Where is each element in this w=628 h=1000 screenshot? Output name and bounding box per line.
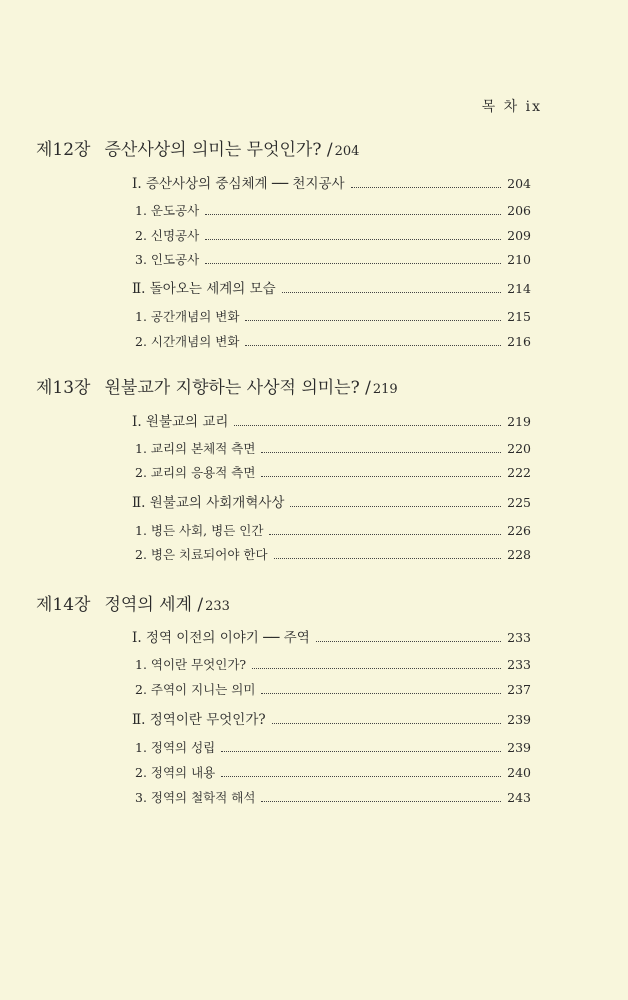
toc-entry — [135, 738, 531, 756]
entry-label: 1. 역이란 무엇인가? — [135, 657, 247, 672]
entry-label: Ⅱ. 정역이란 무엇인가? — [132, 712, 266, 728]
running-header: 목 차 ix — [481, 99, 542, 115]
entry-page: 226 — [507, 523, 531, 538]
chapter-number: 제13장 — [36, 378, 91, 398]
entry-page: 233 — [507, 657, 531, 672]
toc-entry — [135, 226, 531, 244]
entry-label: 3. 정역의 철학적 해석 — [135, 790, 256, 805]
toc-entry — [135, 439, 531, 457]
entry-label: 2. 시간개념의 변화 — [135, 334, 240, 349]
chapter-title: 정역의 세계 ∕ — [104, 595, 204, 615]
toc-entry — [135, 788, 531, 806]
chapter-page: 233 — [205, 599, 230, 614]
entry-label: 2. 교리의 응용적 측면 — [135, 465, 256, 480]
toc-entry — [135, 201, 531, 219]
chapter-12-heading — [36, 135, 359, 160]
chapter-page: 219 — [372, 382, 398, 397]
chapter-13-heading — [36, 373, 398, 398]
toc-entry — [132, 491, 531, 511]
entry-label: 2. 주역이 지니는 의미 — [135, 682, 256, 697]
chapter-title: 원불교가 지향하는 사상적 의미는? ∕ — [104, 378, 371, 398]
toc-entry — [132, 172, 531, 192]
entry-page: 214 — [507, 281, 531, 296]
chapter-page: 204 — [334, 144, 360, 159]
entry-label: 2. 병은 치료되어야 한다 — [135, 547, 268, 562]
entry-label: 3. 인도공사 — [135, 252, 200, 267]
entry-page: 239 — [507, 712, 531, 727]
chapter-number: 제14장 — [36, 595, 91, 615]
chapter-14-heading — [36, 590, 230, 615]
entry-page: 239 — [507, 740, 531, 755]
toc-entry — [135, 680, 531, 698]
entry-label: 1. 교리의 본체적 측면 — [135, 441, 256, 456]
toc-entry — [132, 708, 531, 728]
entry-page: 210 — [507, 252, 531, 267]
toc-entry — [135, 250, 531, 268]
toc-entry — [135, 655, 531, 673]
dot-leader — [261, 476, 501, 477]
toc-entry — [132, 626, 531, 646]
toc-entry — [132, 277, 531, 297]
entry-page: 209 — [507, 228, 531, 243]
dot-leader — [261, 452, 501, 453]
dot-leader — [261, 801, 501, 802]
entry-page: 233 — [507, 630, 531, 645]
entry-label: 2. 정역의 내용 — [135, 765, 216, 780]
entry-label: Ⅱ. 돌아오는 세계의 모습 — [132, 281, 276, 297]
entry-page: 206 — [507, 203, 531, 218]
toc-entry — [135, 521, 531, 539]
dot-leader — [205, 239, 501, 240]
entry-label: Ⅱ. 원불교의 사회개혁사상 — [132, 495, 285, 511]
entry-page: 228 — [507, 547, 531, 562]
dot-leader — [252, 668, 501, 669]
entry-label: Ⅰ. 원불교의 교리 — [132, 414, 229, 430]
entry-page: 204 — [507, 176, 531, 191]
dot-leader — [272, 723, 502, 724]
dot-leader — [261, 693, 501, 694]
dot-leader — [221, 776, 501, 777]
entry-label: Ⅰ. 정역 이전의 이야기 ── 주역 — [132, 630, 310, 646]
entry-label: 1. 공간개념의 변화 — [135, 309, 240, 324]
toc-entry — [135, 763, 531, 781]
chapter-number: 제12장 — [36, 140, 91, 160]
entry-page: 243 — [507, 790, 531, 805]
entry-label: 1. 정역의 성립 — [135, 740, 216, 755]
entry-page: 220 — [507, 441, 531, 456]
entry-page: 219 — [507, 414, 531, 429]
entry-page: 225 — [507, 495, 531, 510]
dot-leader — [205, 263, 501, 264]
dot-leader — [351, 187, 502, 188]
entry-label: 1. 병든 사회, 병든 인간 — [135, 523, 264, 538]
toc-entry — [135, 463, 531, 481]
dot-leader — [245, 320, 501, 321]
dot-leader — [205, 214, 501, 215]
dot-leader — [316, 641, 501, 642]
toc-entry — [135, 332, 531, 350]
toc-entry — [132, 410, 531, 430]
entry-page: 216 — [507, 334, 531, 349]
dot-leader — [234, 425, 501, 426]
entry-page: 237 — [507, 682, 531, 697]
chapter-title: 증산사상의 의미는 무엇인가? ∕ — [104, 140, 333, 160]
dot-leader — [221, 751, 501, 752]
entry-page: 240 — [507, 765, 531, 780]
entry-label: 2. 신명공사 — [135, 228, 200, 243]
toc-entry — [135, 307, 531, 325]
dot-leader — [282, 292, 501, 293]
dot-leader — [269, 534, 501, 535]
dot-leader — [245, 345, 501, 346]
dot-leader — [290, 506, 501, 507]
entry-label: 1. 운도공사 — [135, 203, 200, 218]
entry-page: 215 — [507, 309, 531, 324]
entry-page: 222 — [507, 465, 531, 480]
dot-leader — [274, 558, 502, 559]
toc-entry — [135, 545, 531, 563]
entry-label: Ⅰ. 증산사상의 중심체계 ── 천지공사 — [132, 176, 345, 192]
